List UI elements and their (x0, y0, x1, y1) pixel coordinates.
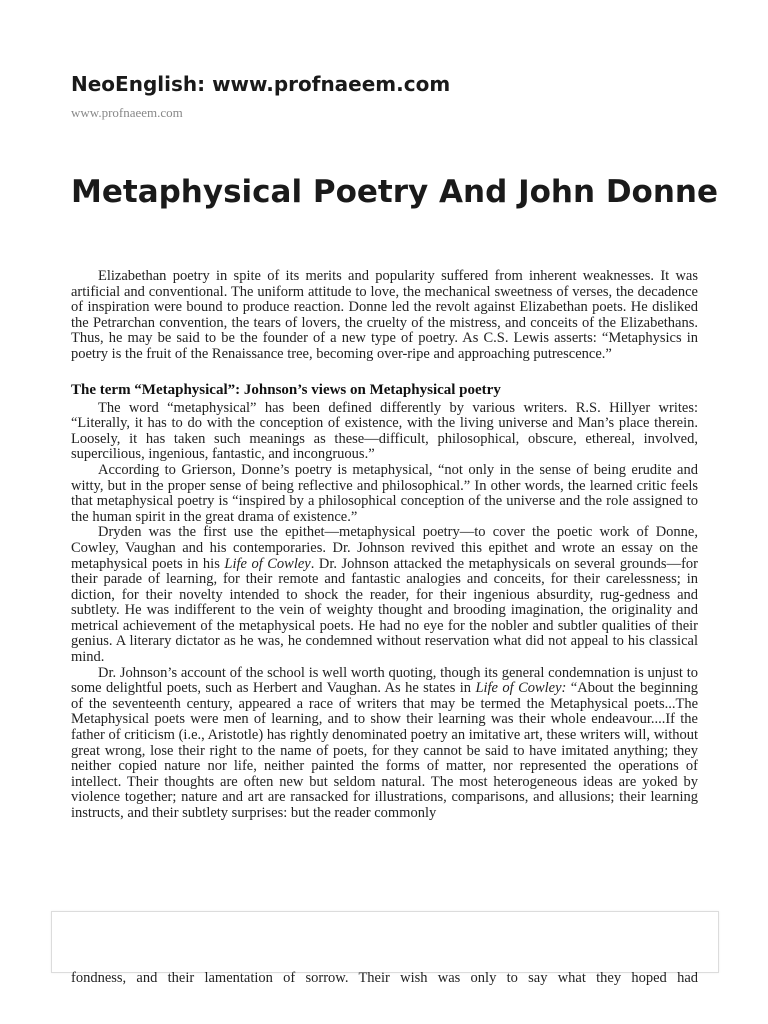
document-title: Metaphysical Poetry And John Donne (71, 174, 719, 210)
section-heading: The term “Metaphysical”: Johnson’s views on Metaphysical poetry (71, 381, 501, 398)
paragraph-dryden-text-a: Dryden was the first use the epithet—metaphysical poetry—to cover the poetic work of Donne, Cowley, Vaughan and his contemporaries. Dr. Johnson revived this epithet and wrote an essay on the metaphysical poets in his (71, 524, 698, 572)
partial-text-line: fondness, and their lamentation of sorrow. Their wish was only to say what they hoped had (71, 970, 698, 986)
paragraph-grierson: According to Grierson, Donne’s poetry is metaphysical, “not only in the sense of being erudite and witty, but in the proper sense of being reflective and philosophical.” In other words, the learned critic feels that metaphysical poetry is “inspired by a philosophical conception of the universe and the role assigned to the human spirit in the great drama of existence.” (71, 461, 698, 525)
paragraph-dryden-italic: Life of Cowley (224, 555, 311, 572)
paragraph-johnson (71, 666, 698, 822)
site-url[interactable]: www.profnaeem.com (71, 105, 183, 120)
paragraph-johnson-text-b: “About the beginning of the seventeenth century, appeared a race of writers that may be termed the Metaphysical poets...The Metaphysical poets were men of learning, and to show their learning was their whole endeavour....If the father of criticism (i.e., Aristotle) has rightly denominated poetry an imitative art, these writers will, without great wrong, lose their right to the name of poets, for they cannot be said to have imitated anything; they neither copied nature nor life, neither painted the forms of matter, nor represented the operations of intellect. Their thoughts are often new but seldom natural. The most heterogeneous ideas are yoked by violence together; nature and art are ransacked for illustrations, comparisons, and allusions; their learning instructs, and their subtlety surprises: but the reader commonly (71, 680, 698, 821)
paragraph-dryden-text-b: . Dr. Johnson attacked the metaphysicals on several grounds—for their parade of learning, for their remote and fantastic analogies and conceits, for their carelessness; in diction, for their novelty intended to shock the reader, for their ingenious absurdity, rug-gedness and subtlety. He was indifferent to the vein of weighty thought and brooding imagination, the originality and metrical achievement of the metaphysical poets. He had no eye for the nobler and subtler qualities of their genius. A literary dictator as he was, he condemned without reservation what did not appeal to his classical mind. (71, 555, 698, 666)
article-body (71, 269, 698, 822)
paragraph-dryden (71, 525, 698, 665)
paragraph-johnson-italic: Life of Cowley: (475, 680, 567, 697)
site-title: NeoEnglish: www.profnaeem.com (71, 72, 451, 96)
intro-paragraph: Elizabethan poetry in spite of its merits and popularity suffered from inherent weaknesses. It was artificial and conventional. The uniform attitude to love, the mechanical sweetness of verses, the decadence of inspiration were bound to produce reaction. Donne led the revolt against Elizabethan poets. He disliked the Petrarchan convention, the tears of lovers, the cruelty of the mistress, and conceits of the Elizabethans. Thus, he may be said to be the founder of a new type of poetry. As C.S. Lewis asserts: “Metaphysics in poetry is the fruit of the Renaissance tree, becoming over-ripe and approaching putrescence.” (71, 268, 698, 362)
ad-overlay[interactable] (51, 911, 719, 973)
paragraph-hillyer: The word “metaphysical” has been defined differently by various writers. R.S. Hillyer writes: “Literally, it has to do with the conception of existence, with the living universe and Man’s place therein. Loosely, it has taken such meanings as these—difficult, philosophical, obscure, ethereal, involved, supercilious, ingenious, fantastic, and incongruous.” (71, 399, 698, 463)
paragraph-johnson-text-a: Dr. Johnson’s account of the school is well worth quoting, though its general condemnation is unjust to some delightful poets, such as Herbert and Vaughan. As he states in (71, 664, 698, 697)
